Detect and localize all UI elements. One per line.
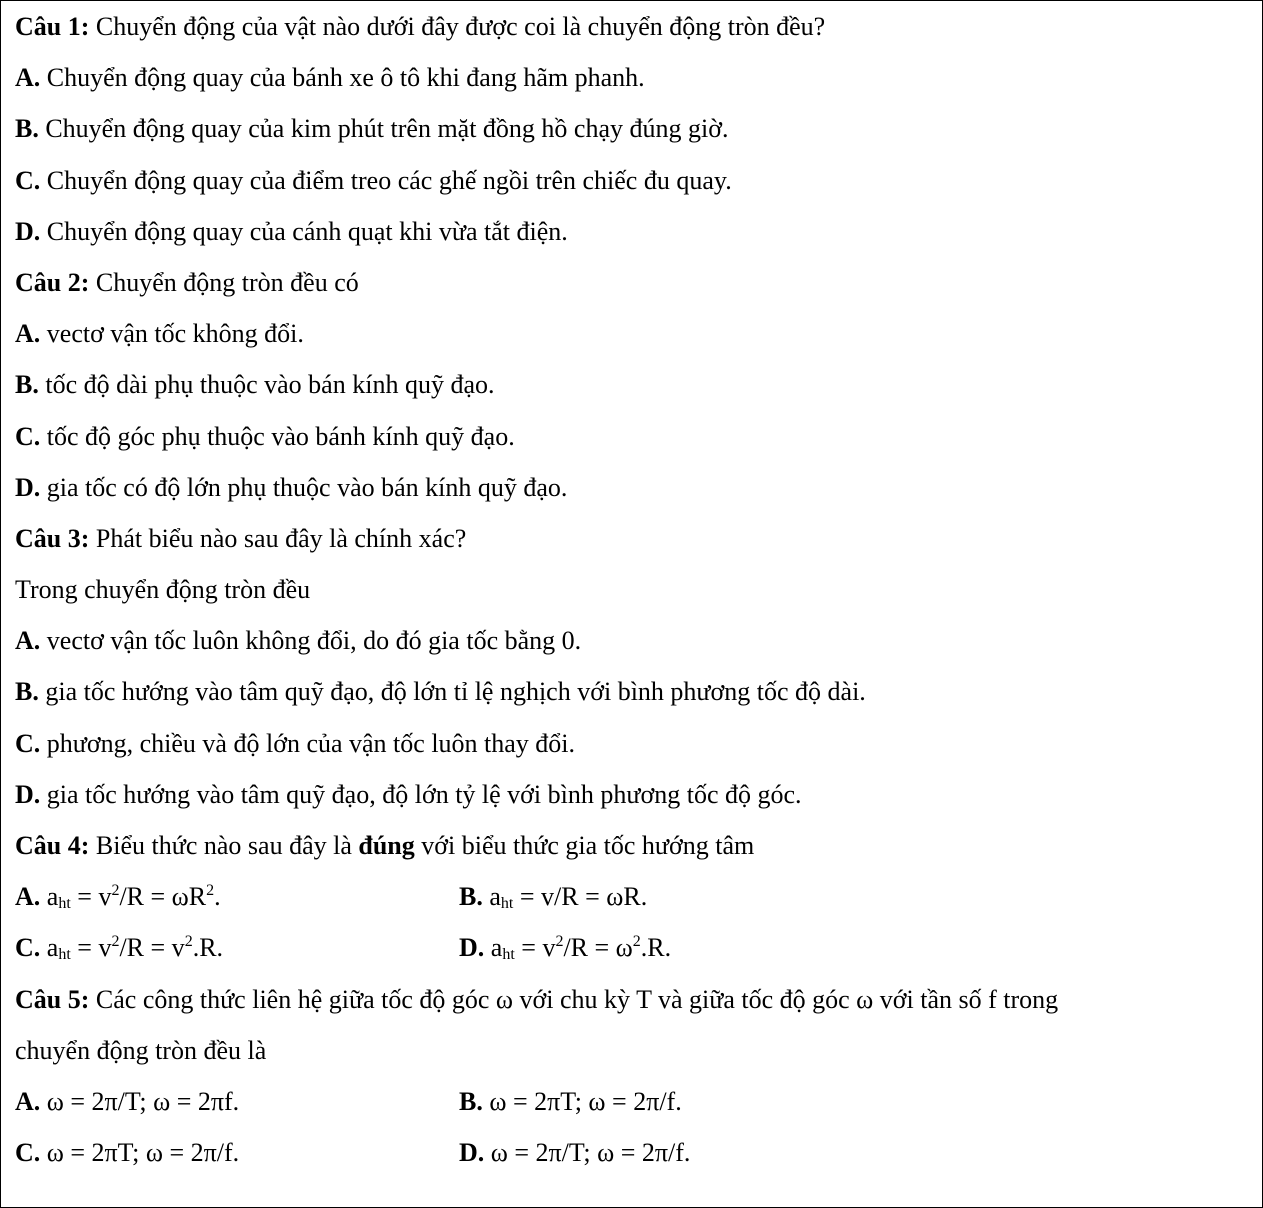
q2-option-c — [15, 411, 1248, 462]
option-letter: A. — [15, 1086, 41, 1116]
q4-options-row-2 — [15, 922, 1248, 973]
option-text: ω = 2πT; ω = 2π/f. — [482, 1086, 682, 1116]
question-label: Câu 2: — [15, 267, 90, 297]
formula-part: /R = ωR — [119, 882, 207, 912]
formula-part: .R. — [192, 933, 224, 963]
question-text: Chuyển động của vật nào dưới đây được coi là chuyển động tròn đều? — [89, 12, 826, 41]
question-label: Câu 5: — [15, 984, 90, 1014]
option-letter: B. — [15, 114, 39, 144]
option-text: vectơ vận tốc không đổi. — [40, 319, 304, 349]
question-label: Câu 1: — [15, 12, 90, 41]
formula-part: = v — [514, 933, 556, 963]
option-text: ω = 2πT; ω = 2π/f. — [40, 1138, 240, 1168]
option-text: Chuyển động quay của kim phút trên mặt đồng hồ chạy đúng giờ. — [38, 114, 729, 144]
option-letter: D. — [459, 1138, 485, 1168]
formula-superscript: 2 — [184, 933, 193, 951]
formula-part: a — [40, 882, 59, 912]
question-text: Các công thức liên hệ giữa tốc độ góc ω với chu kỳ T và giữa tốc độ góc ω với tần số f trong — [89, 984, 1059, 1014]
q5-option-a — [15, 1076, 459, 1127]
formula-part: . — [214, 882, 221, 912]
question-3 — [15, 513, 1248, 564]
question-text: với biểu thức gia tốc hướng tâm — [414, 831, 755, 860]
q2-option-b — [15, 359, 1248, 410]
option-text: Chuyển động quay của cánh quạt khi vừa tắt điện. — [40, 216, 568, 246]
question-label: Câu 4: — [15, 831, 90, 860]
formula-part: /R = ω — [563, 933, 633, 963]
formula-superscript: 2 — [111, 882, 120, 900]
option-letter: C. — [15, 1138, 41, 1168]
q4-option-a — [15, 871, 459, 922]
option-letter: A. — [15, 319, 41, 349]
q5-option-c — [15, 1127, 459, 1178]
option-letter: A. — [15, 626, 41, 656]
formula-superscript: 2 — [111, 933, 120, 951]
question-emphasis: đúng — [358, 831, 415, 860]
option-letter: A. — [15, 882, 41, 912]
q1-option-b — [15, 103, 1248, 154]
formula-subscript: ht — [58, 946, 71, 964]
option-letter: D. — [15, 779, 41, 809]
question-2 — [15, 257, 1248, 308]
q5-options-row-1 — [15, 1076, 1248, 1127]
question-1 — [15, 1, 1248, 52]
question-5 — [15, 974, 1248, 1025]
formula-subscript: ht — [502, 946, 515, 964]
option-text: gia tốc hướng vào tâm quỹ đạo, độ lớn tỷ lệ với bình phương tốc độ góc. — [40, 779, 802, 809]
q5-options-row-2 — [15, 1127, 1248, 1178]
option-letter: D. — [459, 933, 485, 963]
option-text: Chuyển động quay của bánh xe ô tô khi đang hãm phanh. — [40, 63, 645, 93]
q4-option-b — [459, 871, 903, 922]
q2-option-a — [15, 308, 1248, 359]
question-4 — [15, 820, 1248, 871]
option-text: gia tốc hướng vào tâm quỹ đạo, độ lớn tỉ lệ nghịch với bình phương tốc độ dài. — [38, 677, 866, 707]
option-letter: A. — [15, 63, 41, 93]
option-text: tốc độ dài phụ thuộc vào bán kính quỹ đạo. — [38, 370, 495, 400]
formula-part: = v/R = ωR. — [513, 882, 648, 912]
formula-subscript: ht — [58, 895, 71, 913]
option-text: ω = 2π/T; ω = 2π/f. — [484, 1138, 691, 1168]
formula-part: .R. — [640, 933, 672, 963]
question-label: Câu 3: — [15, 523, 90, 553]
option-letter: B. — [459, 882, 483, 912]
formula-part: a — [40, 933, 59, 963]
option-letter: B. — [15, 677, 39, 707]
formula-superscript: 2 — [632, 933, 641, 951]
q2-option-d — [15, 462, 1248, 513]
q3-option-b — [15, 666, 1248, 717]
formula-superscript: 2 — [206, 882, 215, 900]
option-text: vectơ vận tốc luôn không đổi, do đó gia tốc bằng 0. — [40, 626, 582, 656]
q1-option-c — [15, 155, 1248, 206]
option-text: phương, chiều và độ lớn của vận tốc luôn thay đổi. — [40, 728, 576, 758]
option-letter: B. — [459, 1086, 483, 1116]
formula-subscript: ht — [500, 895, 514, 913]
option-letter: C. — [15, 421, 41, 451]
option-text: tốc độ góc phụ thuộc vào bánh kính quỹ đạo. — [40, 421, 515, 451]
formula-part: = v — [70, 882, 112, 912]
option-letter: D. — [15, 216, 41, 246]
q4-option-d — [459, 922, 903, 973]
q5-option-b — [459, 1076, 903, 1127]
option-text: ω = 2π/T; ω = 2πf. — [40, 1086, 240, 1116]
option-letter: C. — [15, 165, 41, 195]
q3-option-a — [15, 615, 1248, 666]
option-text: Chuyển động quay của điểm treo các ghế ngồi trên chiếc đu quay. — [40, 165, 732, 195]
q1-option-a — [15, 52, 1248, 103]
question-3-intro: Trong chuyển động tròn đều — [15, 575, 311, 605]
q3-option-d — [15, 769, 1248, 820]
q3-option-c — [15, 718, 1248, 769]
formula-part: /R = v — [119, 933, 185, 963]
question-text: Biểu thức nào sau đây là — [89, 831, 359, 860]
q4-option-c — [15, 922, 459, 973]
formula-part: a — [484, 933, 503, 963]
q1-option-d — [15, 206, 1248, 257]
option-letter: C. — [15, 728, 41, 758]
q4-options-row-1 — [15, 871, 1248, 922]
formula-part: a — [482, 882, 501, 912]
formula-part: = v — [70, 933, 112, 963]
formula-superscript: 2 — [555, 933, 564, 951]
option-text: gia tốc có độ lớn phụ thuộc vào bán kính quỹ đạo. — [40, 472, 568, 502]
question-5-continued: chuyển động tròn đều là — [15, 1035, 267, 1065]
option-letter: D. — [15, 472, 41, 502]
option-letter: C. — [15, 933, 41, 963]
option-letter: B. — [15, 370, 39, 400]
question-text: Phát biểu nào sau đây là chính xác? — [89, 523, 467, 553]
q5-option-d — [459, 1127, 903, 1178]
question-text: Chuyển động tròn đều có — [89, 267, 359, 297]
